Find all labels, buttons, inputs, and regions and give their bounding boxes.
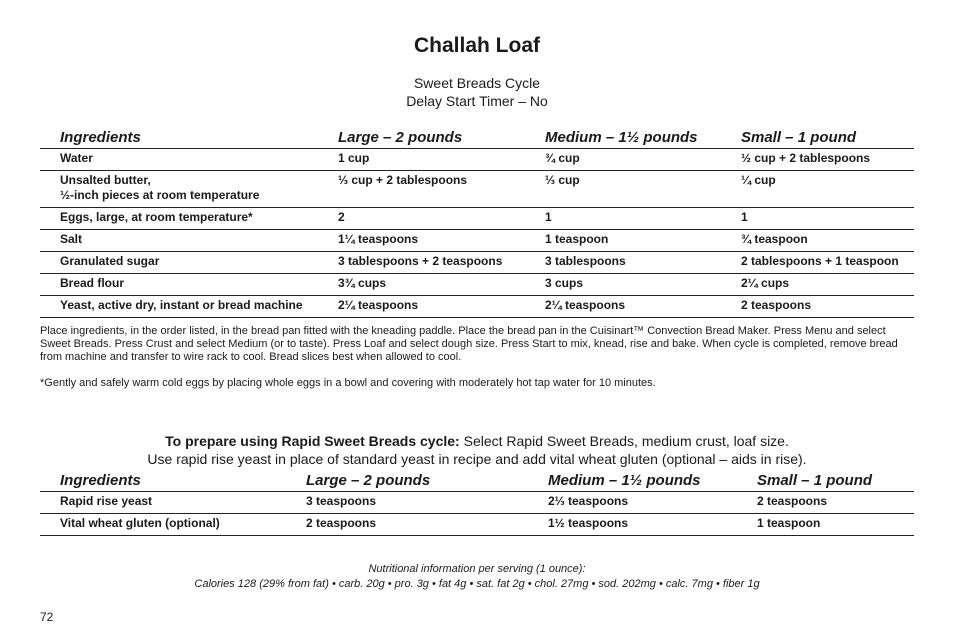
rapid-text-1: Select Rapid Sweet Breads, medium crust, loaf size.: [459, 433, 789, 449]
amount-large: 3 teaspoons: [306, 492, 548, 514]
page-title: Challah Loaf: [413, 34, 540, 57]
ingredient-name: Water: [40, 149, 338, 171]
header-ingredients: Ingredients: [40, 126, 338, 149]
amount-medium: 3 tablespoons: [545, 252, 741, 274]
table-header-row: [40, 469, 914, 492]
ingredient-name: Yeast, active dry, instant or bread machine: [40, 296, 338, 318]
amount-large: 2 teaspoons: [306, 514, 548, 536]
ingredient-name: Eggs, large, at room temperature*: [40, 208, 338, 230]
amount-large: 1 cup: [338, 149, 545, 171]
rapid-cycle-note: [40, 432, 914, 468]
amount-large: 2: [338, 208, 545, 230]
delay-label: Delay Start Timer – No: [406, 93, 548, 109]
amount-small: 2 tablespoons + 1 teaspoon: [741, 252, 914, 274]
amount-small: 2¼ cups: [741, 274, 914, 296]
ingredient-name: Bread flour: [40, 274, 338, 296]
ingredients-table: [40, 126, 914, 318]
amount-small: ¾ teaspoon: [741, 230, 914, 252]
amount-large: 1¼ teaspoons: [338, 230, 545, 252]
ingredient-name: Salt: [40, 230, 338, 252]
header-medium: Medium – 1½ pounds: [548, 469, 757, 492]
amount-small: 1: [741, 208, 914, 230]
amount-small: 1 teaspoon: [757, 514, 914, 536]
amount-small: ½ cup + 2 tablespoons: [741, 149, 914, 171]
table-row: [40, 514, 914, 536]
page-number: 72: [40, 610, 54, 624]
table-row: [40, 171, 914, 208]
table-row: [40, 252, 914, 274]
amount-large: 3 tablespoons + 2 teaspoons: [338, 252, 545, 274]
recipe-subtitle: [0, 74, 954, 110]
ingredient-name: Unsalted butter, ½-inch pieces at room temperature: [40, 171, 338, 208]
amount-small: 2 teaspoons: [741, 296, 914, 318]
amount-medium: 2¼ teaspoons: [545, 296, 741, 318]
amount-medium: 2⅓ teaspoons: [548, 492, 757, 514]
rapid-ingredients-table: [40, 469, 914, 536]
header-small: Small – 1 pound: [757, 469, 914, 492]
amount-medium: 1: [545, 208, 741, 230]
amount-medium: ¾ cup: [545, 149, 741, 171]
table-row: [40, 230, 914, 252]
table-row: [40, 208, 914, 230]
ingredient-name: Rapid rise yeast: [40, 492, 306, 514]
nutrition-values: Calories 128 (29% from fat) • carb. 20g • pro. 3g • fat 4g • sat. fat 2g • chol. 27mg • sod. 202mg • calc. 7mg • fiber 1g: [194, 578, 760, 590]
amount-medium: ⅓ cup: [545, 171, 741, 208]
table-row: [40, 149, 914, 171]
amount-large: ⅓ cup + 2 tablespoons: [338, 171, 545, 208]
header-large: Large – 2 pounds: [338, 126, 545, 149]
amount-medium: 1½ teaspoons: [548, 514, 757, 536]
nutrition-info: [0, 562, 954, 592]
ingredient-name: Vital wheat gluten (optional): [40, 514, 306, 536]
header-medium: Medium – 1½ pounds: [545, 126, 741, 149]
cycle-label: Sweet Breads Cycle: [413, 75, 541, 91]
ingredient-name: Granulated sugar: [40, 252, 338, 274]
amount-medium: 1 teaspoon: [545, 230, 741, 252]
rapid-text-2: Use rapid rise yeast in place of standard yeast in recipe and add vital wheat gluten (optional – aids in rise).: [147, 451, 807, 467]
table-row: [40, 296, 914, 318]
nutrition-heading: Nutritional information per serving (1 ounce):: [368, 563, 586, 575]
table-header-row: [40, 126, 914, 149]
amount-large: 2¼ teaspoons: [338, 296, 545, 318]
egg-footnote: *Gently and safely warm cold eggs by placing whole eggs in a bowl and covering with moderately hot tap water for 10 minutes.: [40, 377, 656, 389]
instructions-paragraph: Place ingredients, in the order listed, in the bread pan fitted with the kneading paddle. Place the bread pan in the Cuisinart™ Convection Bread Maker. Press Menu and select Sweet Breads. Press Crust and select Medium (or to taste). Press Loaf and select dough size. Press Start to mix, knead, rise and bake. When cycle is completed, remove bread from machine and transfer to wire rack to cool. Bread slices best when allowed to cool.: [40, 325, 898, 363]
amount-small: ¼ cup: [741, 171, 914, 208]
table-row: [40, 492, 914, 514]
amount-medium: 3 cups: [545, 274, 741, 296]
amount-large: 3¾ cups: [338, 274, 545, 296]
rapid-lead: To prepare using Rapid Sweet Breads cycle:: [165, 433, 460, 449]
amount-small: 2 teaspoons: [757, 492, 914, 514]
header-large: Large – 2 pounds: [306, 469, 548, 492]
table-row: [40, 274, 914, 296]
header-small: Small – 1 pound: [741, 126, 914, 149]
header-ingredients: Ingredients: [40, 469, 306, 492]
